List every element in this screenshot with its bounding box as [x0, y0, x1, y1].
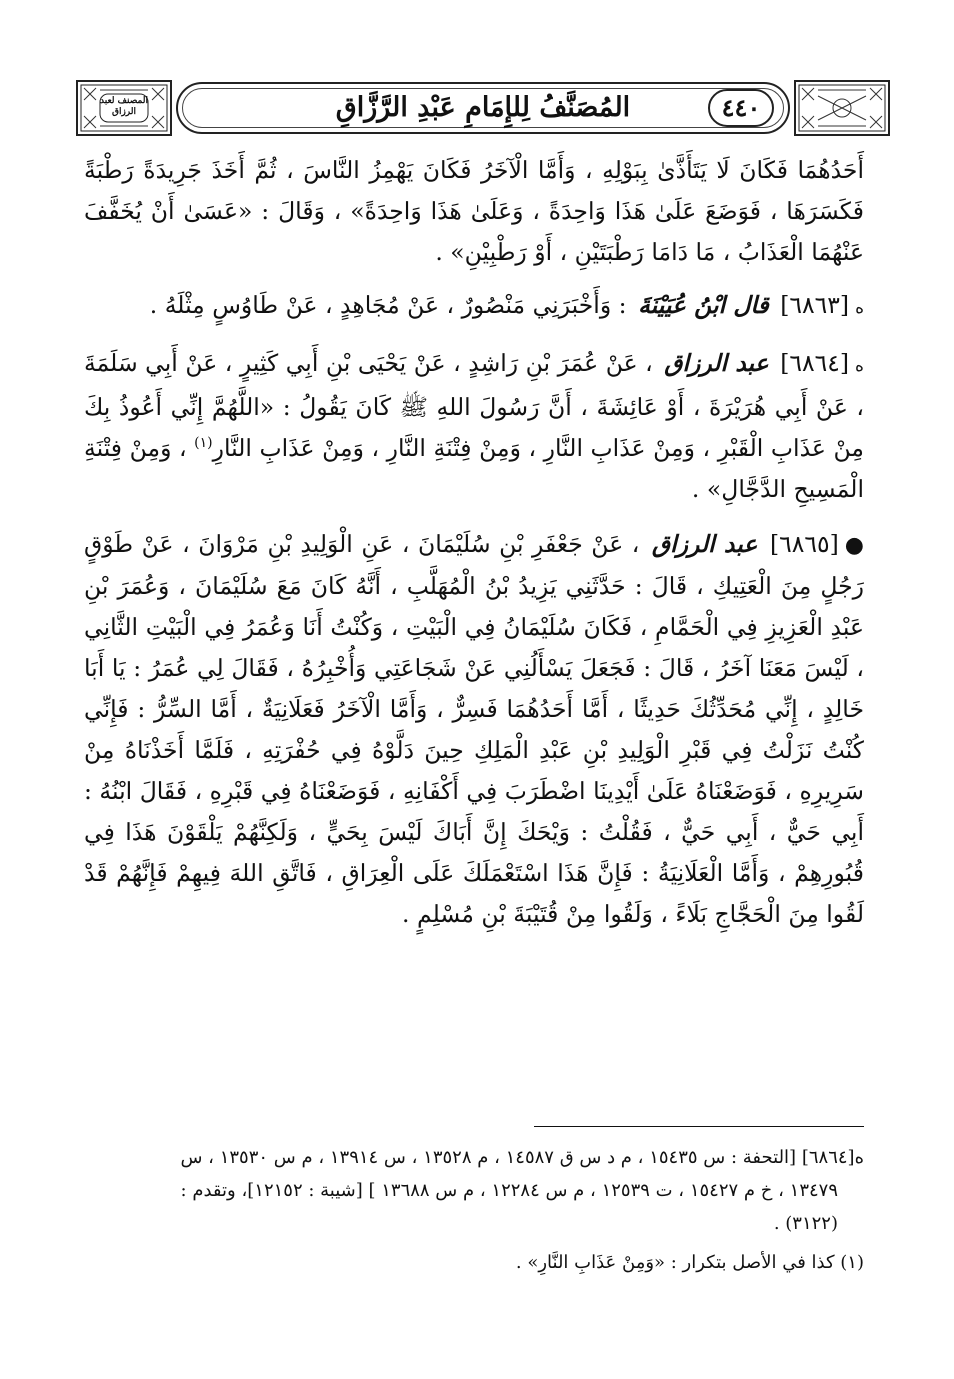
left-ornament — [76, 80, 172, 136]
hadith-6865 — [84, 524, 864, 935]
hadith-number: [٦٨٦٥] — [769, 530, 839, 558]
footnote-line: [التحفة : س ١٥٤٣٥ ، م د س ق ١٤٥٨٧ ، م ١٣٥٢٨ ، س ١٣٩١٤ ، م س ١٣٥٣٠ ، س — [180, 1147, 797, 1168]
footnote-ref[interactable]: (١) — [194, 435, 213, 452]
title-band — [176, 82, 790, 134]
hadith-marker: ه — [855, 298, 864, 318]
footnote-line: ١٣٤٧٩ ، خ م ١٥٤٢٧ ، ت ١٢٥٣٩ ، م س ١٢٢٨٤ ، م س ١٣٦٨٨ ] [شيبة : ١٢١٥٢]، وتقدم : — [180, 1180, 838, 1201]
footnote-label: [٦٨٦٤] — [801, 1147, 855, 1168]
hadith-number: [٦٨٦٤] — [780, 349, 850, 377]
hadith-6863 — [84, 285, 864, 329]
footnote-1: (١) كذا في الأصل بتكرار : «وَمِنْ عَذَابِ النَّارِ» . — [515, 1252, 864, 1273]
hadith-marker: ه — [855, 356, 864, 376]
footnote-line: (٣١٢٢) . — [773, 1213, 838, 1234]
ornament-pattern-icon — [796, 82, 888, 134]
footnotes — [84, 1141, 864, 1285]
hadith-text: ، عَنْ جَعْفَرِ بْنِ سُلَيْمَانَ ، عَنِ الْوَلِيدِ بْنِ مَرْوَانَ ، عَنْ طَوْقٍ رَجُلٍ مِنَ الْعَتِيكِ ، قَالَ : حَدَّثَنِي يَزِيدُ بْنُ الْمُهَلَّبِ ، أَنَّهُ كَانَ مَعَ سُلَيْمَانَ ، وَعُمَرَ بْنِ عَبْدِ الْعَزِيزِ فِي الْحَمَّامِ ، فَكَانَ سُلَيْمَانُ فِي الْبَيْتِ ، وَكُنْتُ أَنَا وَعُمَرُ فِي الْبَيْتِ الثَّانِي ، لَيْسَ مَعَنَا آخَرُ ، قَالَ : فَجَعَلَ يَسْأَلُنِي عَنْ شَجَاعَتِي وَأُخْبِرُهُ ، فَقَالَ لِي عُمَرُ : يَا أَبَا خَالِدٍ ، إِنِّي مُحَدِّثُكَ حَدِيثًا ، أَمَّا أَحَدُهُمَا فَسِرٌّ ، وَأَمَّا الْآخَرُ فَعَلَانِيَةٌ ، أَمَّا السِّرُّ : فَإِنِّي كُنْتُ نَزَلْتُ فِي قَبْرِ الْوَلِيدِ بْنِ عَبْدِ الْمَلِكِ حِينَ دَلَّوْهُ فِي حُفْرَتِهِ ، فَلَمَّا أَخَذْنَاهُ مِنْ سَرِيرِهِ ، فَوَضَعْنَاهُ عَلَىٰ أَيْدِينَا اضْطَرَبَ فِي أَكْفَانِهِ ، فَوَضَعْنَاهُ فِي قَبْرِهِ ، فَقَالَ ابْنُهُ : أَبِي حَيٌّ ، أَبِي حَيٌّ ، فَقُلْتُ : وَيْحَكَ إِنَّ أَبَاكَ لَيْسَ بِحَيٍّ ، وَلَكِنَّهُمْ يَلْقَوْنَ هَذَا فِي قُبُورِهِمْ ، وَأَمَّا الْعَلَانِيَةُ : فَإِنَّ هَذَا اسْتَعْمَلَكَ عَلَى الْعِرَاقِ ، فَاتَّقِ اللهَ فِيهِمْ فَإِنَّهُمْ قَدْ لَقُوا مِنَ الْحَجَّاجِ بَلَاءً ، وَلَقُوا مِنْ قُتَيْبَةَ بْنِ مُسْلِمٍ . — [84, 530, 864, 928]
page-number: ٤٤٠ — [708, 89, 774, 127]
hadith-number: [٦٨٦٣] — [780, 291, 850, 319]
footnote-marker: ه — [854, 1147, 864, 1168]
narrator: عبد الرزاق — [651, 530, 758, 558]
narrator: عبد الرزاق — [664, 349, 769, 377]
running-header — [76, 80, 890, 138]
narrator: قال ابْنُ عُيَيْنَةَ — [638, 291, 769, 319]
hadith-6864 — [84, 343, 864, 510]
running-title: المُصَنَّفُ لِلإِمَامِ عَبْدِ الرَّزَّاقِ — [335, 92, 631, 123]
continuation-paragraph: أَحَدُهُمَا فَكَانَ لَا يَتَأَذَّىٰ بِبَوْلِهِ ، وَأَمَّا الْآخَرُ فَكَانَ يَهْمِزُ النَّاسَ ، ثُمَّ أَخَذَ جَرِيدَةً رَطْبَةً فَكَسَرَهَا ، فَوَضَعَ عَلَىٰ هَذَا وَاحِدَةً ، وَعَلَىٰ هَذَا وَاحِدَةً» ، وَقَالَ : «عَسَىٰ أَنْ يُخَفَّفَ عَنْهُمَا الْعَذَابُ ، مَا دَامَا رَطْبَتَيْنِ ، أَوْ رَطْبِيْنِ» . — [84, 156, 864, 266]
hadith-marker: ● — [844, 533, 864, 558]
ornament-caption: المصنف لعبد الرزاق — [100, 96, 148, 117]
footnote-divider — [534, 1126, 864, 1127]
right-ornament — [794, 80, 890, 136]
tuhfa-footnote — [84, 1141, 864, 1240]
hadith-text: ، عَنْ عُمَرَ بْنِ رَاشِدٍ ، عَنْ يَحْيَى بْنِ أَبِي كَثِيرٍ ، عَنْ أَبِي سَلَمَةَ ، عَنْ أَبِي هُرَيْرَةَ ، أَوْ عَائِشَةَ ، أَنَّ رَسُولَ اللهِ ﷺ كَانَ يَقُولُ : «اللَّهُمَّ إِنِّي أَعُوذُ بِكَ مِنْ عَذَابِ الْقَبْرِ ، وَمِنْ عَذَابِ النَّارِ ، وَمِنْ فِتْنَةِ النَّارِ ، وَمِنْ عَذَابِ النَّارِ — [84, 349, 864, 462]
hadith-text: : وَأَخْبَرَنِي مَنْصُورٌ ، عَنْ مُجَاهِدٍ ، عَنْ طَاوُسٍ مِثْلَهُ . — [149, 291, 627, 319]
main-text — [84, 150, 864, 949]
hadith-text-after: ، وَمِنْ فِتْنَةِ الْمَسِيحِ الدَّجَّالِ» . — [84, 434, 864, 503]
